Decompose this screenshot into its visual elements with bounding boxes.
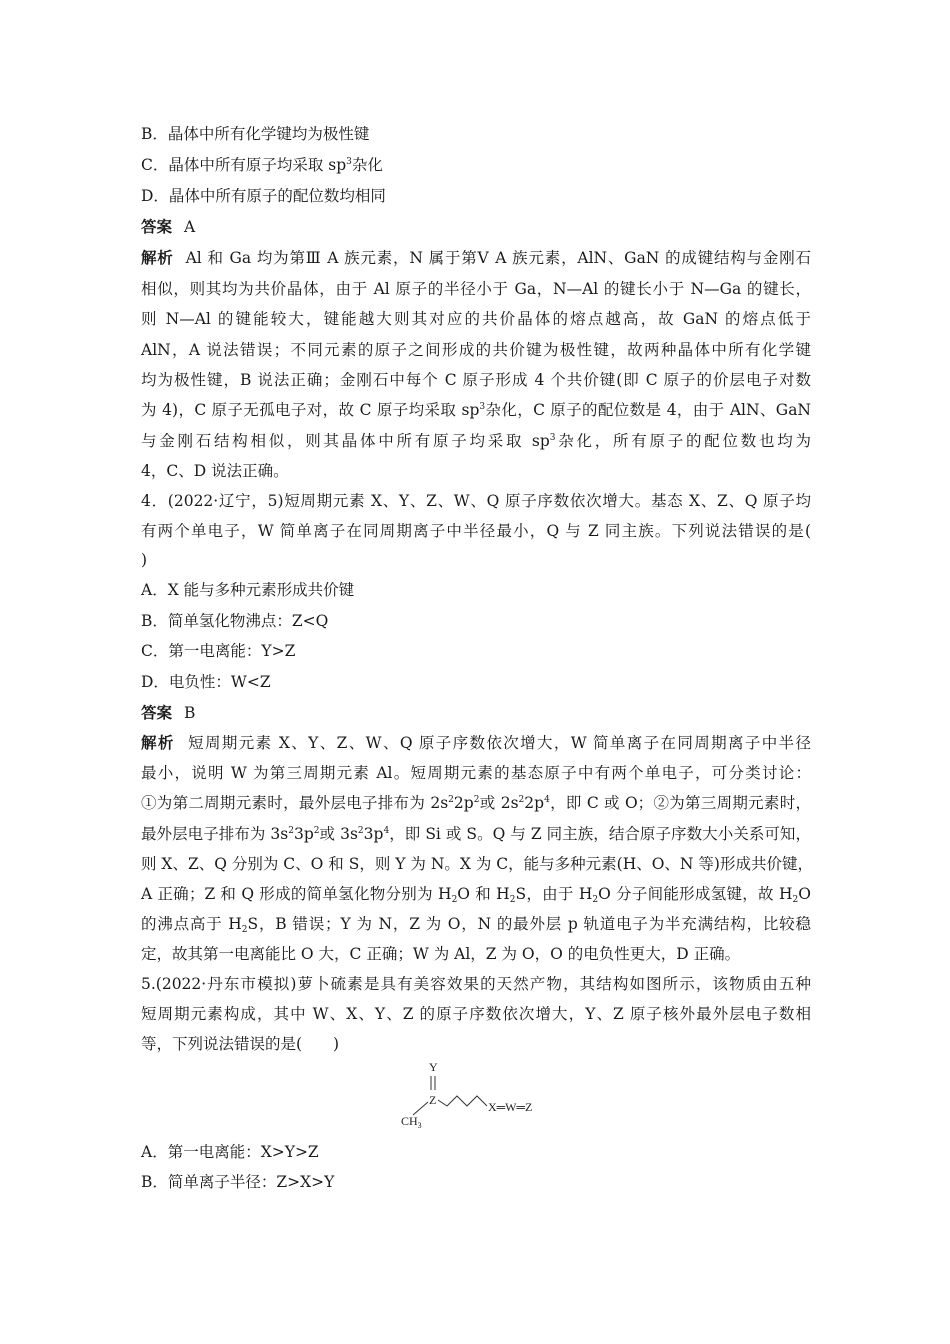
q4-option-b: B．简单氢化物沸点：Z<Q — [141, 612, 329, 630]
carbon-chain — [438, 1096, 487, 1106]
q3-analysis-line: 与金刚石结构相似，则其晶体中所有原子均采取 $sp^3$杂化，所有原子的配位数也均为 — [141, 432, 811, 450]
q4-analysis-line: ①为第二周期元素时，最外层电子排布为 $2s^22p^2$或 $2s^22p^4$，即 C 或 O；②为第三周期元素时， — [141, 794, 812, 812]
q5-stem: 5.(2022·丹东市模拟)萝卜硫素是具有美容效果的天然产物，其结构如图所示，该物质由五种 — [141, 975, 811, 993]
q4-analysis-line: 最外层电子排布为 $3s^23p^2$或 $3s^23p^4$，即 Si 或 S。Q 与 Z 同主族，结合原子序数大小关系可知， — [141, 825, 811, 843]
sulforaphane-structure-diagram — [395, 1060, 565, 1130]
q3-option-c: C．晶体中所有原子均采取 $sp^3$杂化 — [141, 156, 383, 174]
q4-option-d: D．电负性：W<Z — [141, 673, 271, 691]
q5-option-a: A．第一电离能：X>Y>Z — [141, 1143, 319, 1161]
q3-analysis-line: 4，C、D 说法正确。 — [141, 462, 289, 480]
q5-option-b: B．简单离子半径：Z>X>Y — [141, 1173, 335, 1191]
q3-option-d: D．晶体中所有原子的配位数均相同 — [141, 187, 386, 205]
q4-option-c: C．第一电离能：Y>Z — [141, 642, 296, 660]
q4-stem: 4．(2022·辽宁，5)短周期元素 X、Y、Z、W、Q 原子序数依次增大。基态 X、Z、Q 原子均 — [141, 492, 811, 510]
q3-analysis-line: AlN，A 说法错误；不同元素的原子之间形成的共价键为极性键，故两种晶体中所有化学键 — [141, 341, 811, 359]
q3-option-b: B．晶体中所有化学键均为极性键 — [141, 125, 370, 143]
q5-stem: 短周期元素构成，其中 W、X、Y、Z 的原子序数依次增大，Y、Z 原子核外最外层电子数相 — [141, 1005, 811, 1023]
q3-analysis-line: 解析 Al 和 Ga 均为第Ⅲ A 族元素，N 属于第Ⅴ A 族元素，AlN、GaN 的成键结构与金刚石 — [141, 248, 811, 267]
answer-value: A — [184, 218, 196, 236]
structure-methyl: $CH_3$ — [401, 1114, 422, 1130]
q4-answer — [141, 703, 811, 723]
structure-center-atom: Z — [429, 1093, 437, 1107]
answer-label: 答案 — [141, 217, 173, 236]
q4-analysis-line: 则 X、Z、Q 分别为 C、O 和 S，则 Y 为 N。X 为 C，能与多种元素(H、O、N 等)形成共价键， — [141, 855, 813, 873]
q3-analysis-line: 相似，则其均为共价晶体，由于 Al 原子的半径小于 Ga，N—Al 的键长小于 N—Ga 的键长， — [141, 280, 811, 298]
q3-answer — [141, 217, 811, 237]
structure-chain-end: X═W═Z — [488, 1100, 533, 1114]
analysis-label: 解析 — [141, 733, 175, 752]
q4-stem: ) — [141, 551, 148, 569]
answer-label: 答案 — [141, 703, 173, 722]
q4-stem: 有两个单电子，W 简单离子在同周期离子中半径最小，Q 与 Z 同主族。下列说法错误的是( — [141, 522, 811, 540]
answer-value: B — [184, 704, 196, 722]
q3-analysis-line: 则 N—Al 的键能较大，键能越大则其对应的共价晶体的熔点越高，故 GaN 的熔点低于 — [141, 310, 811, 328]
q3-analysis-line: 均为极性键，B 说法正确；金刚石中每个 C 原子形成 4 个共价键(即 C 原子的价层电子对数 — [141, 371, 811, 389]
q4-analysis-line: 定，故其第一电离能比 O 大，C 正确；W 为 Al，Z 为 O，O 的电负性更大，D 正确。 — [141, 945, 741, 963]
q4-analysis-line: 解析 短周期元素 X、Y、Z、W、Q 原子序数依次增大，W 简单离子在同周期离子中半径 — [141, 733, 811, 752]
q4-analysis-line: 最小，说明 W 为第三周期元素 Al。短周期元素的基态原子中有两个单电子，可分类讨论： — [141, 764, 811, 782]
q3-analysis-line: 为 4)，C 原子无孤电子对，故 C 原子均采取 $sp^3$杂化，C 原子的配位数是 4，由于 AlN、GaN — [141, 401, 811, 419]
q4-analysis-line: 的沸点高于 $H_2S$，B 错误；Y 为 N，Z 为 O，N 的最外层 p 轨道电子为半充满结构，比较稳 — [141, 915, 811, 935]
q5-stem: 等，下列说法错误的是( ) — [141, 1035, 340, 1053]
q4-option-a: A．X 能与多种元素形成共价键 — [141, 581, 355, 599]
structure-top-atom: Y — [429, 1060, 438, 1074]
analysis-label: 解析 — [141, 248, 174, 267]
q4-analysis-line: A 正确；Z 和 Q 形成的简单氢化物分别为 $H_2O$ 和 $H_2S$，由于 $H_2O$ 分子间能形成氢键，故 $H_2O$ — [141, 885, 811, 905]
